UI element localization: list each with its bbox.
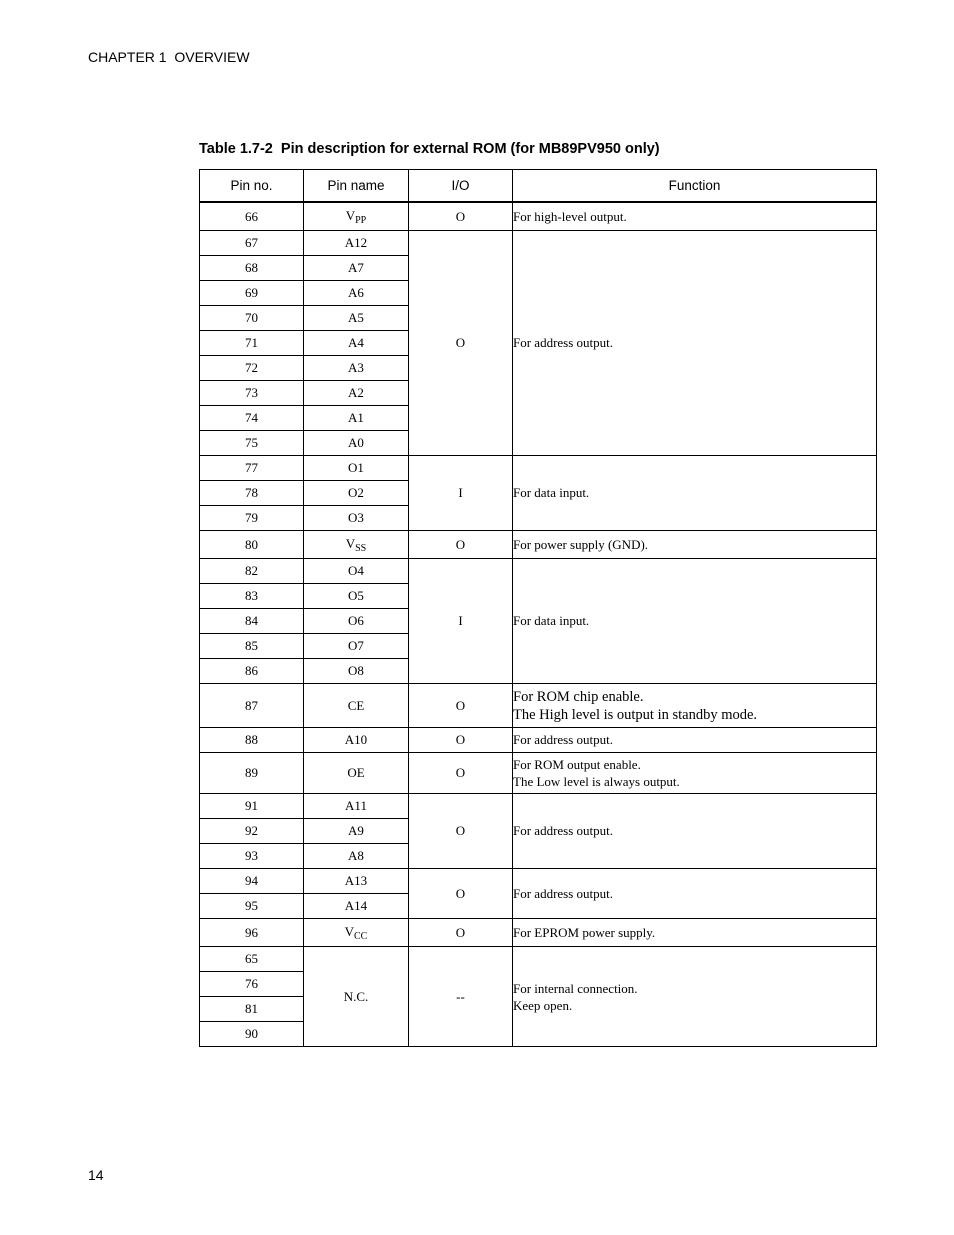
table-row xyxy=(200,531,877,559)
pin-number: 94 xyxy=(200,869,304,894)
pin-number: 88 xyxy=(200,728,304,753)
pin-number: 73 xyxy=(200,381,304,406)
pin-number: 85 xyxy=(200,634,304,659)
pin-number: 84 xyxy=(200,609,304,634)
pin-name: A10 xyxy=(304,728,409,753)
pin-number: 74 xyxy=(200,406,304,431)
pin-io: O xyxy=(409,231,513,456)
pin-number: 92 xyxy=(200,819,304,844)
pin-function: For address output. xyxy=(513,869,877,919)
pin-name: A9 xyxy=(304,819,409,844)
column-header-io: I/O xyxy=(409,170,513,203)
function-line: For internal connection. xyxy=(513,980,638,996)
pin-number: 66 xyxy=(200,202,304,231)
pin-number: 87 xyxy=(200,684,304,728)
pin-io: O xyxy=(409,919,513,947)
pin-name: O8 xyxy=(304,659,409,684)
pin-name: A13 xyxy=(304,869,409,894)
pin-name: O7 xyxy=(304,634,409,659)
pin-name: A12 xyxy=(304,231,409,256)
table-header-row xyxy=(200,170,877,203)
pin-function: For EPROM power supply. xyxy=(513,919,877,947)
column-header-pin-no: Pin no. xyxy=(200,170,304,203)
pin-name: O6 xyxy=(304,609,409,634)
pin-name: O4 xyxy=(304,559,409,584)
column-header-function: Function xyxy=(513,170,877,203)
pin-name: A2 xyxy=(304,381,409,406)
pin-name: A1 xyxy=(304,406,409,431)
table-row xyxy=(200,919,877,947)
pin-name-subscript: PP xyxy=(355,214,367,226)
pin-number: 65 xyxy=(200,947,304,972)
pin-description-table xyxy=(199,169,877,1047)
pin-io: I xyxy=(409,559,513,684)
pin-function: For power supply (GND). xyxy=(513,531,877,559)
pin-io: O xyxy=(409,684,513,728)
pin-number: 91 xyxy=(200,794,304,819)
pin-number: 83 xyxy=(200,584,304,609)
page-number: 14 xyxy=(88,1167,104,1183)
table-row xyxy=(200,947,877,972)
pin-io: O xyxy=(409,202,513,231)
pin-function xyxy=(513,947,877,1047)
pin-number: 76 xyxy=(200,972,304,997)
pin-name: A7 xyxy=(304,256,409,281)
pin-number: 71 xyxy=(200,331,304,356)
table-row xyxy=(200,753,877,794)
pin-io: O xyxy=(409,753,513,794)
pin-name: OE xyxy=(304,753,409,794)
pin-function xyxy=(513,684,877,728)
table-row xyxy=(200,231,877,256)
pin-function: For data input. xyxy=(513,456,877,531)
pin-name: O5 xyxy=(304,584,409,609)
pin-number: 96 xyxy=(200,919,304,947)
function-line: For ROM chip enable. xyxy=(513,688,644,705)
pin-number: 81 xyxy=(200,997,304,1022)
pin-function: For address output. xyxy=(513,794,877,869)
pin-name: A4 xyxy=(304,331,409,356)
pin-name: O2 xyxy=(304,481,409,506)
pin-name: A0 xyxy=(304,431,409,456)
pin-io: O xyxy=(409,794,513,869)
pin-number: 93 xyxy=(200,844,304,869)
pin-name-subscript: SS xyxy=(355,542,367,554)
function-line: The Low level is always output. xyxy=(513,774,680,789)
pin-name: A6 xyxy=(304,281,409,306)
pin-function: For address output. xyxy=(513,231,877,456)
pin-name xyxy=(304,919,409,947)
pin-function: For high-level output. xyxy=(513,202,877,231)
table-row xyxy=(200,728,877,753)
pin-name: N.C. xyxy=(304,947,409,1047)
pin-name: A5 xyxy=(304,306,409,331)
table-row xyxy=(200,559,877,584)
pin-number: 72 xyxy=(200,356,304,381)
function-line: For ROM output enable. xyxy=(513,757,641,772)
pin-function: For data input. xyxy=(513,559,877,684)
pin-number: 89 xyxy=(200,753,304,794)
pin-io: I xyxy=(409,456,513,531)
table-row xyxy=(200,869,877,894)
pin-number: 90 xyxy=(200,1022,304,1047)
function-line: Keep open. xyxy=(513,997,573,1013)
table-caption: Table 1.7-2 Pin description for external ROM (for MB89PV950 only) xyxy=(199,141,660,157)
pin-name: A14 xyxy=(304,894,409,919)
pin-name-base: V xyxy=(345,207,356,223)
pin-number: 67 xyxy=(200,231,304,256)
pin-number: 68 xyxy=(200,256,304,281)
pin-io: O xyxy=(409,531,513,559)
pin-io: -- xyxy=(409,947,513,1047)
pin-name: O1 xyxy=(304,456,409,481)
pin-name: A8 xyxy=(304,844,409,869)
pin-name-subscript: CC xyxy=(354,930,368,942)
pin-number: 75 xyxy=(200,431,304,456)
table-row xyxy=(200,202,877,231)
pin-number: 70 xyxy=(200,306,304,331)
pin-name: O3 xyxy=(304,506,409,531)
chapter-header: CHAPTER 1 OVERVIEW xyxy=(88,49,250,65)
pin-number: 95 xyxy=(200,894,304,919)
pin-name: CE xyxy=(304,684,409,728)
column-header-pin-name: Pin name xyxy=(304,170,409,203)
pin-number: 78 xyxy=(200,481,304,506)
table-row xyxy=(200,456,877,481)
pin-number: 82 xyxy=(200,559,304,584)
pin-function: For address output. xyxy=(513,728,877,753)
pin-name-base: V xyxy=(344,923,355,939)
pin-io: O xyxy=(409,869,513,919)
pin-function xyxy=(513,753,877,794)
table-row xyxy=(200,794,877,819)
pin-name xyxy=(304,531,409,559)
pin-name: A11 xyxy=(304,794,409,819)
pin-name xyxy=(304,202,409,231)
pin-name: A3 xyxy=(304,356,409,381)
pin-number: 79 xyxy=(200,506,304,531)
pin-number: 86 xyxy=(200,659,304,684)
pin-number: 80 xyxy=(200,531,304,559)
pin-io: O xyxy=(409,728,513,753)
function-line: The High level is output in standby mode. xyxy=(513,706,758,723)
pin-number: 69 xyxy=(200,281,304,306)
pin-name-base: V xyxy=(345,535,356,551)
table-row xyxy=(200,684,877,728)
pin-number: 77 xyxy=(200,456,304,481)
